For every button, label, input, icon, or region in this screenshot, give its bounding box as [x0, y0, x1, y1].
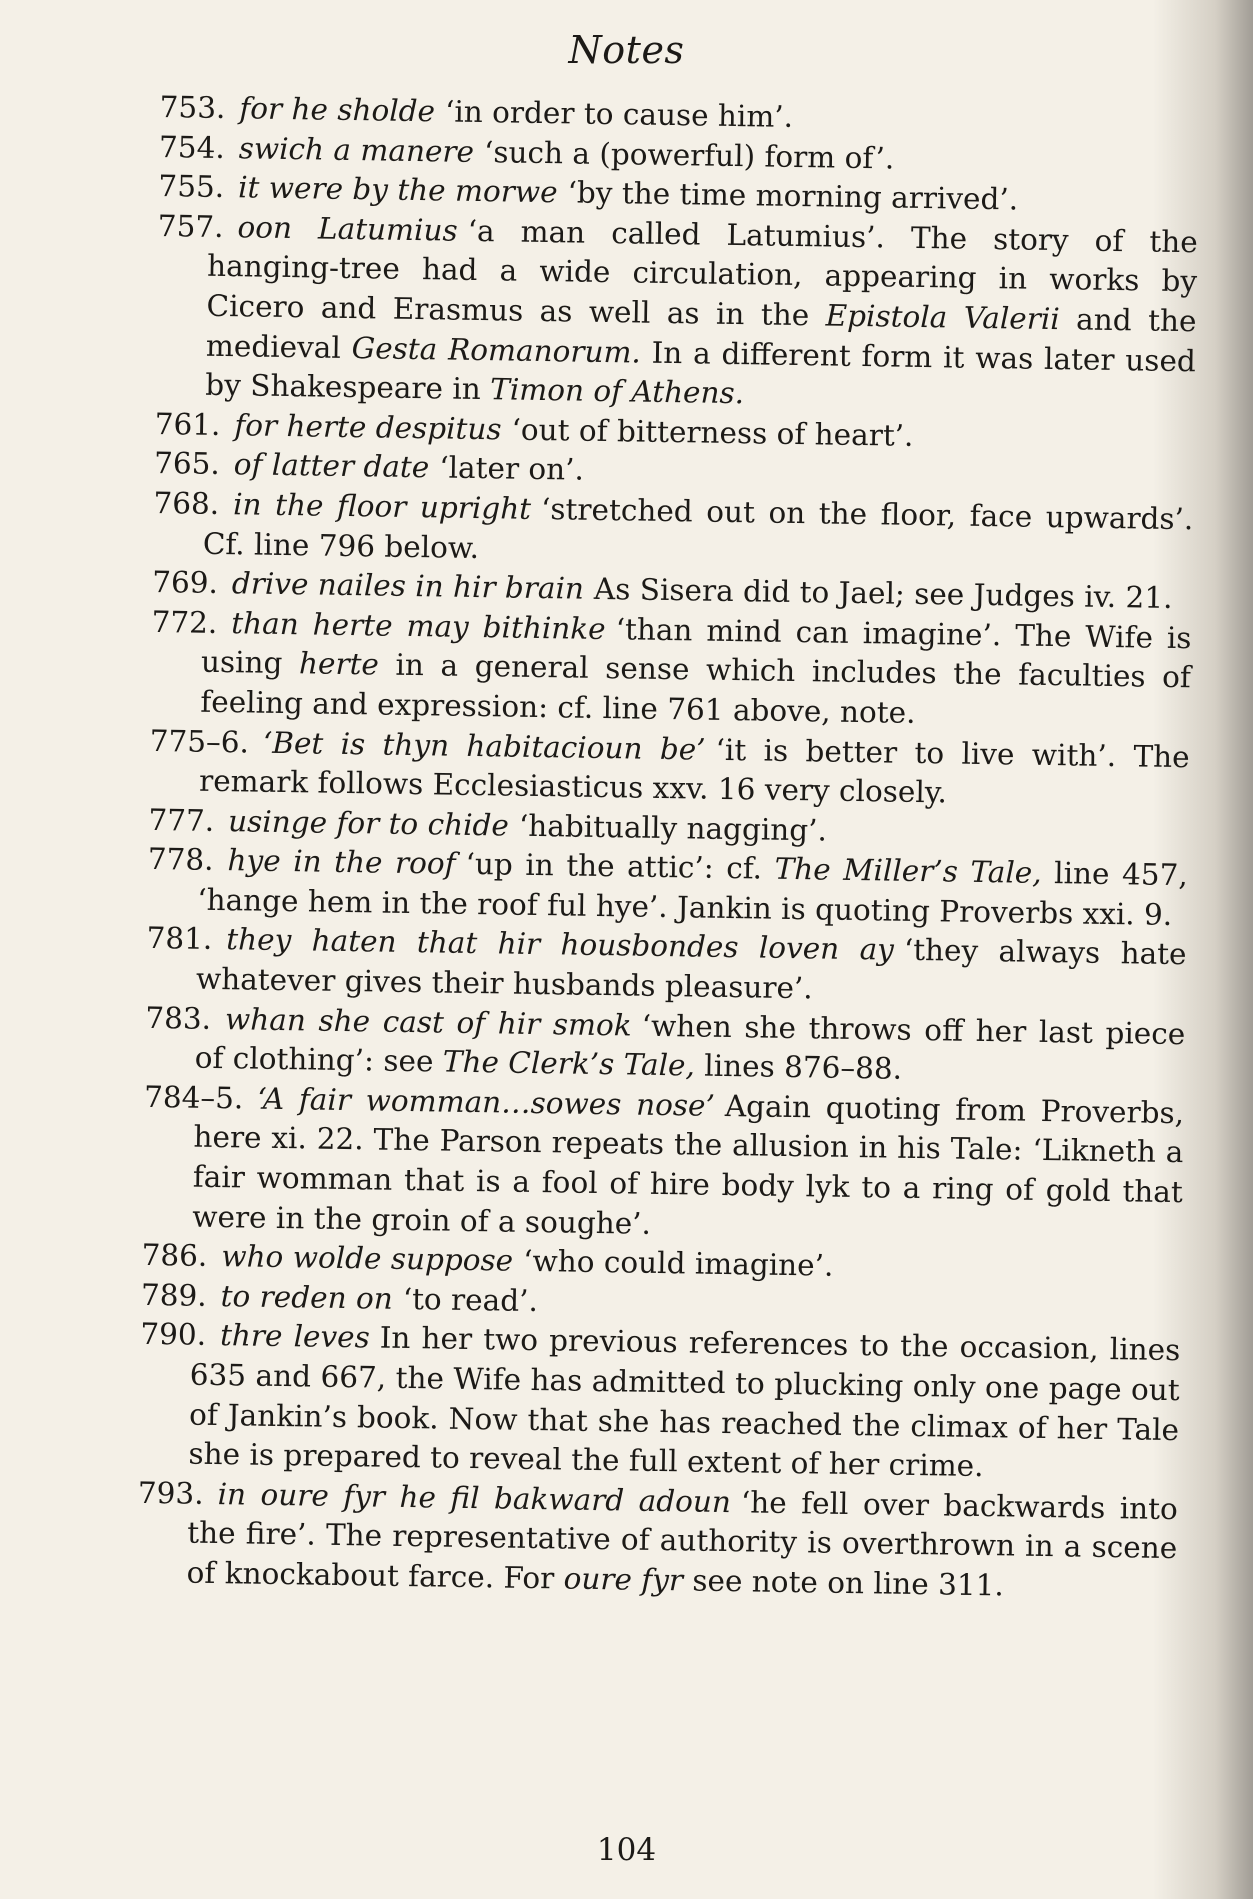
note-lemma: in the floor upright — [232, 487, 532, 526]
note-text: line 457, ‘hange hem in the roof ful hye’. Jankin is quoting Proverbs xxi. 9. — [196, 856, 1189, 932]
note-lemma: for he sholde — [239, 91, 436, 129]
note-gloss: ‘they always hate whatever gives their husbands pleasure’. — [195, 933, 1187, 1006]
note-gloss: ‘who could imagine’. — [522, 1244, 834, 1283]
note-lemma: to reden on — [220, 1278, 393, 1316]
note-gloss: ‘up in the attic’: cf. — [465, 847, 763, 886]
note-lemma: it were by the morwe — [237, 170, 558, 210]
note-title-ref: Epistola Valerii — [825, 298, 1061, 337]
note-text: lines 876–88. — [704, 1048, 903, 1087]
note-text: and the medieval — [205, 302, 1197, 365]
note-number: 793. — [137, 1475, 204, 1511]
note-gloss: ‘out of bitterness of heart’. — [511, 412, 914, 453]
note-gloss: ‘habitually nagging’. — [518, 808, 828, 848]
note-number: 757. — [157, 208, 224, 244]
note-790 — [138, 1315, 1180, 1490]
note-title-ref: The Clerk’s Tale, — [442, 1044, 696, 1083]
note-793 — [136, 1474, 1178, 1609]
note-term: herte — [298, 646, 380, 682]
note-lemma: whan she cast of hir smok — [224, 1001, 632, 1043]
note-gloss: ‘such a (powerful) form of’. — [483, 134, 895, 176]
note-gloss: ‘in order to cause him’. — [444, 94, 794, 134]
note-number: 755. — [158, 169, 225, 205]
note-gloss: ‘a man called Latumius’. The story of the hanging-tree had a wide circulation, appearing in works by Cicero and Erasmus as well as in the — [206, 213, 1198, 333]
note-gloss: ‘later on’. — [439, 450, 585, 488]
running-head: Notes — [568, 28, 685, 72]
note-gloss: ‘by the time morning arrived’. — [567, 175, 1019, 217]
note-number: 769. — [151, 565, 219, 601]
note-number: 786. — [141, 1238, 208, 1274]
note-number: 768. — [153, 485, 220, 521]
note-lemma: of latter date — [233, 447, 430, 485]
note-757 — [155, 207, 1198, 421]
note-lemma: usinge for to chide — [227, 803, 510, 843]
note-text: in a general sense which includes the faculties of feeling and expression: cf. line 761 above, note. — [200, 648, 1192, 730]
note-title-ref: The Miller’s Tale, — [774, 852, 1042, 891]
note-lemma: than herte may bithinke — [231, 605, 606, 646]
note-number: 790. — [140, 1317, 207, 1353]
note-lemma: thre leves — [219, 1318, 371, 1355]
note-term: oure fyr — [563, 1561, 684, 1598]
note-gloss: ‘to read’. — [402, 1281, 539, 1318]
note-gloss: Again quoting from Proverbs, here xi. 22. The Parson repeats the allusion in his Tale: ‘Likneth a fair womman that is a fool of hire body lyk to a ring of gold that were in the groin of a soughe’. — [192, 1088, 1185, 1241]
note-gloss: ‘he fell over backwards into the fire’. The representative of authority is overthrown in a scene of knockabout farce. For — [186, 1485, 1179, 1596]
note-lemma: ‘A fair womman…sowes nose’ — [257, 1081, 716, 1123]
note-number: 783. — [145, 1000, 212, 1036]
note-number: 781. — [146, 921, 213, 957]
note-number: 772. — [151, 604, 218, 640]
note-text: In a different form it was later used by Shakespeare in — [205, 335, 1197, 407]
note-title-ref: Timon of Athens. — [489, 372, 745, 411]
note-lemma: in oure fyr he fil bakward adoun — [217, 1476, 732, 1519]
note-lemma: who wolde suppose — [221, 1239, 514, 1278]
note-gloss: ‘than mind can imagine’. The Wife is using — [200, 611, 1192, 681]
note-772 — [150, 603, 1192, 738]
note-text: see note on line 311. — [692, 1563, 1005, 1603]
note-number: 775–6. — [149, 723, 250, 759]
note-784-5 — [142, 1078, 1184, 1253]
note-lemma: oon Latumius — [237, 210, 458, 248]
note-number: 753. — [159, 89, 226, 126]
notes-list — [136, 88, 1200, 1609]
note-number: 777. — [148, 802, 215, 838]
note-lemma: ‘Bet is thyn habitacioun be’ — [262, 725, 706, 767]
note-gloss: ‘it is better to live with’. The remark follows Ecclesiasticus xxv. 16 very closely. — [198, 732, 1190, 810]
note-lemma: drive nailes in hir brain — [231, 566, 585, 606]
note-title-ref: Gesta Romanorum. — [351, 330, 642, 370]
note-lemma: swich a manere — [238, 130, 475, 169]
note-lemma: for herte despitus — [234, 407, 502, 447]
note-gloss: As Sisera did to Jael; see Judges iv. 21. — [593, 572, 1173, 616]
page-number: 104 — [596, 1832, 657, 1868]
note-number: 784–5. — [143, 1079, 244, 1116]
note-gloss: ‘stretched out on the floor, face upwards’. Cf. line 796 below. — [202, 491, 1194, 565]
note-number: 778. — [147, 842, 214, 878]
note-gloss: In her two previous references to the occasion, lines 635 and 667, the Wife has admitted to plucking only one page out of Jankin’s book. Now that she has reached the climax of her Tale she is prepared to reveal the full extent of her crime. — [188, 1321, 1181, 1484]
note-number: 789. — [140, 1277, 207, 1313]
note-number: 754. — [158, 129, 226, 165]
note-gloss: ‘when she throws off her last piece of clothing’: see — [194, 1008, 1186, 1079]
note-lemma: they haten that hir housbondes loven ay — [226, 922, 895, 968]
note-number: 765. — [153, 446, 221, 482]
note-lemma: hye in the roof — [227, 843, 456, 882]
note-number: 761. — [154, 406, 221, 442]
